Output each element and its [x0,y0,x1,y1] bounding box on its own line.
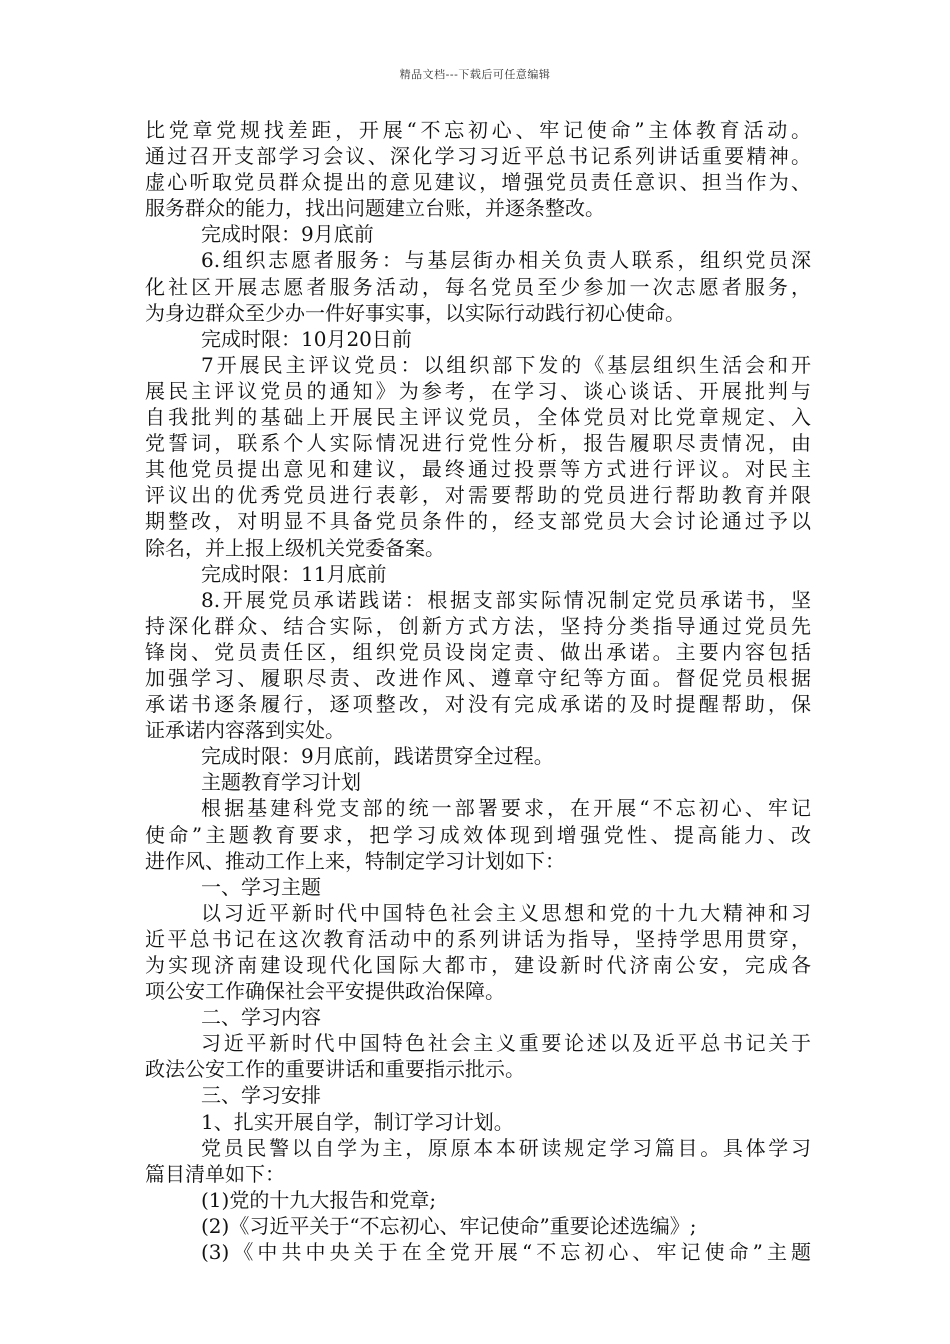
text-line: 展民主评议党员的通知》为参考，在学习、谈心谈话、开展批判与 [145,378,811,403]
text-line: 根据基建科党支部的统一部署要求，在开展“不忘初心、牢记 [201,796,811,821]
text-line: 使命”主题教育要求，把学习成效体现到增强党性、提高能力、改 [145,822,811,847]
text-line: 完成时限：10月20日前 [201,326,412,351]
text-line: 党誓词，联系个人实际情况进行党性分析，报告履职尽责情况，由 [145,431,811,456]
text-line: 期整改，对明显不具备党员条件的，经支部党员大会讨论通过予以 [145,509,811,534]
text-line: 完成时限：9月底前，践诺贯穿全过程。 [201,744,554,769]
text-line: 锋岗、党员责任区，组织党员设岗定责、做出承诺。主要内容包括 [145,639,811,664]
text-line: 除名，并上报上级机关党委备案。 [145,535,445,560]
text-line: 三、学习安排 [201,1083,321,1108]
text-line: 其他党员提出意见和建议，最终通过投票等方式进行评议。对民主 [145,457,811,482]
text-line: (3)《中共中央关于在全党开展“不忘初心、牢记使命”主题 [201,1240,811,1265]
text-line: 化社区开展志愿者服务活动，每名党员至少参加一次志愿者服务， [145,274,811,299]
text-line: 篇目清单如下： [145,1161,285,1186]
text-line: 主题教育学习计划 [201,770,361,795]
document-body [145,117,811,1265]
text-line: 为身边群众至少办一件好事实事，以实际行动践行初心使命。 [145,300,685,325]
text-line: 8.开展党员承诺践诺：根据支部实际情况制定党员承诺书，坚 [201,587,811,612]
text-line: 近平总书记在这次教育活动中的系列讲话为指导，坚持学思用贯穿， [145,926,811,951]
text-line: 比党章党规找差距，开展“不忘初心、牢记使命”主体教育活动。 [145,118,811,142]
text-line: 完成时限：11月底前 [201,561,387,586]
text-line: 7开展民主评议党员：以组织部下发的《基层组织生活会和开 [201,352,811,377]
text-line: 6.组织志愿者服务：与基层街办相关负责人联系，组织党员深 [201,248,811,273]
page-header: 精品文档---下载后可任意编辑 [399,68,551,81]
text-line: 为实现济南建设现代化国际大都市，建设新时代济南公安，完成各 [145,953,811,977]
text-line: 证承诺内容落到实处。 [145,718,345,743]
text-line: 评议出的优秀党员进行表彰，对需要帮助的党员进行帮助教育并限 [145,483,811,508]
text-line: 二、学习内容 [201,1005,321,1030]
text-line: 加强学习、履职尽责、改进作风、遵章守纪等方面。督促党员根据 [145,665,811,690]
text-line: 通过召开支部学习会议、深化学习习近平总书记系列讲话重要精神。 [145,144,811,169]
text-line: 虚心听取党员群众提出的意见建议，增强党员责任意识、担当作为、 [145,170,811,195]
text-line: 习近平新时代中国特色社会主义重要论述以及近平总书记关于 [201,1031,811,1056]
text-line: 自我批判的基础上开展民主评议党员，全体党员对比党章规定、入 [145,405,811,430]
text-line: 完成时限：9月底前 [201,222,374,247]
text-line: 服务群众的能力，找出问题建立台账，并逐条整改。 [145,196,605,221]
text-line: 进作风、推动工作上来，特制定学习计划如下： [145,848,565,873]
text-line: (1)党的十九大报告和党章; [201,1187,437,1212]
text-line: 一、学习主题 [201,874,321,899]
text-line: 1、扎实开展自学，制订学习计划。 [201,1109,514,1134]
text-line: (2)《习近平关于“不忘初心、牢记使命”重要论述选编》; [201,1213,697,1238]
text-line: 以习近平新时代中国特色社会主义思想和党的十九大精神和习 [201,900,811,925]
text-line: 持深化群众、结合实际，创新方式方法，坚持分类指导通过党员先 [145,613,811,638]
text-line: 政法公安工作的重要讲话和重要指示批示。 [145,1057,525,1082]
text-line: 项公安工作确保社会平安提供政治保障。 [145,979,505,1004]
text-line: 承诺书逐条履行，逐项整改，对没有完成承诺的及时提醒帮助，保 [145,692,811,717]
text-line: 党员民警以自学为主，原原本本研读规定学习篇目。具体学习 [201,1135,811,1160]
